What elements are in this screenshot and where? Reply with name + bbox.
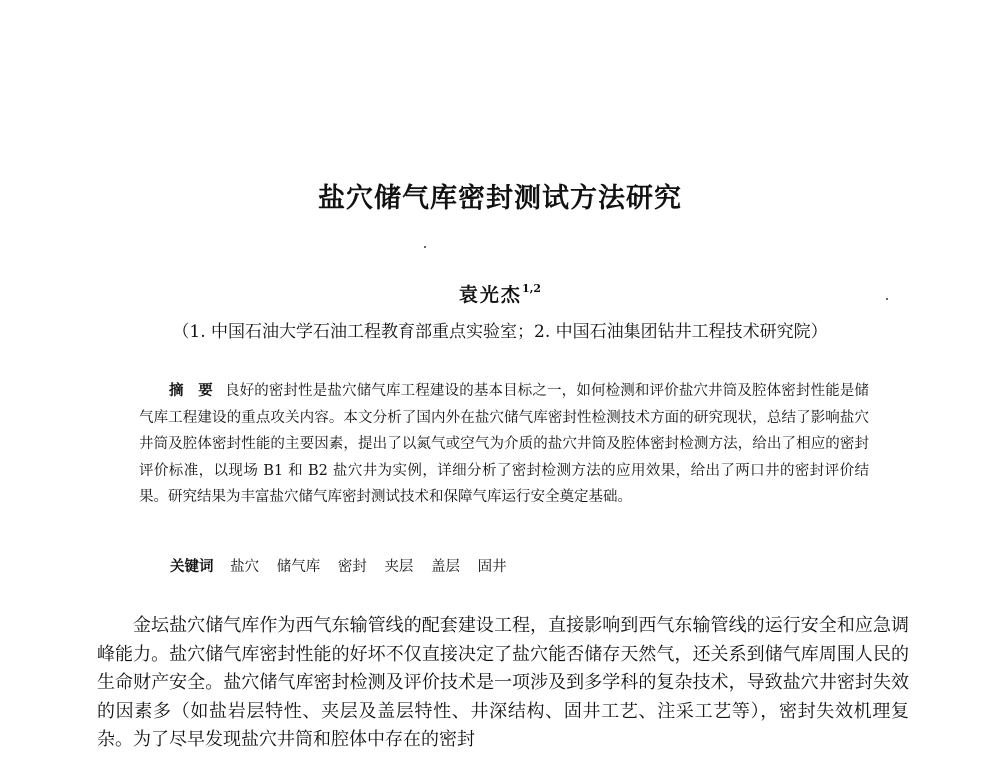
affiliation: （1. 中国石油大学石油工程教育部重点实验室；2. 中国石油集团钻井工程技术研究院）: [172, 322, 828, 342]
author-line: [0, 280, 1000, 307]
scan-speck: [424, 246, 426, 248]
abstract-label: 摘 要: [169, 383, 213, 399]
author-name: 袁光杰: [458, 284, 522, 306]
abstract: [139, 378, 869, 511]
keyword-item: 夹层: [384, 559, 414, 575]
keywords: [170, 555, 520, 576]
paper-title: 盐穴储气库密封测试方法研究: [318, 183, 682, 214]
body-paragraph: 金坛盐穴储气库作为西气东输管线的配套建设工程，直接影响到西气东输管线的运行安全和应急调峰能力。盐穴储气库密封性能的好坏不仅直接决定了盐穴能否储存天然气，还关系到储气库周围人民的生命财产安全。盐穴储气库密封检测及评价技术是一项涉及到多学科的复杂技术，导致盐穴井密封失效的因素多（如盐岩层特性、夹层及盖层特性、井深结构、固井工艺、注采工艺等），密封失效机理复杂。为了尽早发现盐穴井筒和腔体中存在的密封: [97, 615, 909, 750]
keyword-item: 固井: [477, 559, 507, 575]
author-affiliation-marker: 1,2: [521, 281, 542, 295]
abstract-text: 良好的密封性是盐穴储气库工程建设的基本目标之一，如何检测和评价盐穴井筒及腔体密封性能是储气库工程建设的重点攻关内容。本文分析了国内外在盐穴储气库密封性检测技术方面的研究现状，总结了影响盐穴井筒及腔体密封性能的主要因素，提出了以氮气或空气为介质的盐穴井筒及腔体密封检测方法，给出了相应的密封评价标准，以现场 B1 和 B2 盐穴井为实例，详细分析了密封检测方法的应用效果，给出了两口井的密封评价结果。研究结果为丰富盐穴储气库密封测试技术和保障气库运行安全奠定基础。: [139, 383, 870, 505]
keywords-label: 关键词: [170, 559, 214, 575]
keyword-item: 盐穴: [230, 559, 260, 575]
keyword-item: 盖层: [431, 559, 461, 575]
keyword-item: 密封: [337, 559, 367, 575]
keyword-item: 储气库: [276, 559, 321, 575]
